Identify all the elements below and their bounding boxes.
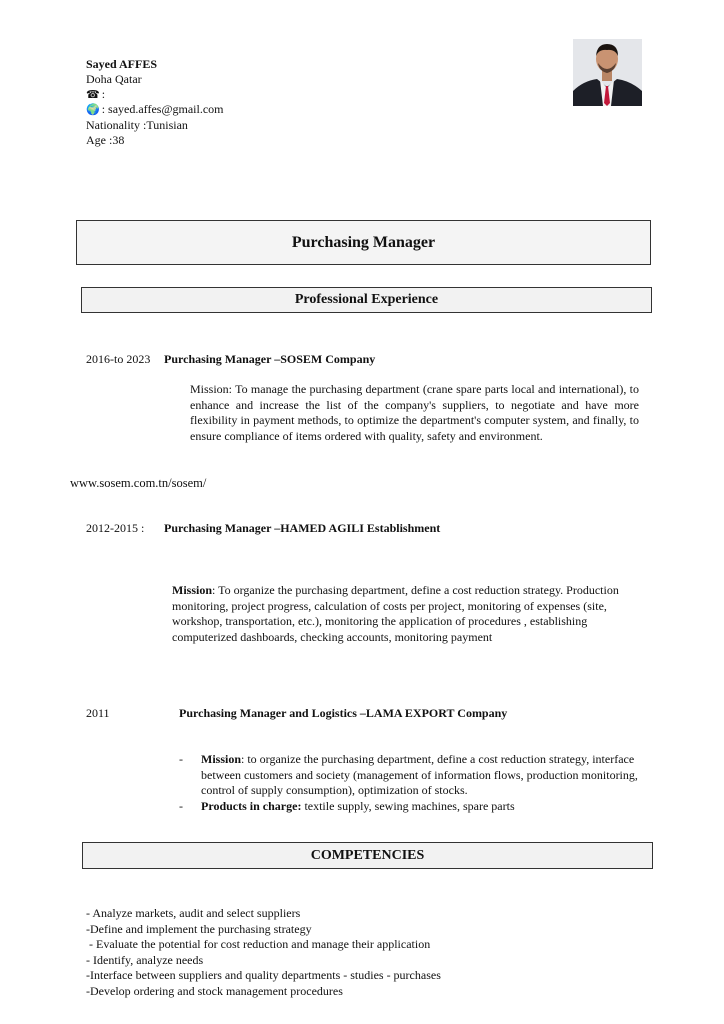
list-item xyxy=(179,752,641,799)
job-1-role: Purchasing Manager –SOSEM Company xyxy=(164,352,376,366)
list-item xyxy=(179,798,641,815)
job-2-mission-label: Mission xyxy=(172,583,213,597)
job-3-period: 2011 xyxy=(86,706,110,720)
job-1-period: 2016-to 2023 xyxy=(86,352,151,366)
email-value[interactable]: : sayed.affes@gmail.com xyxy=(101,102,224,116)
list-item: - Identify, analyze needs xyxy=(86,952,204,967)
section-professional-experience: Professional Experience xyxy=(81,287,652,313)
phone-icon: ☎ xyxy=(86,89,100,101)
nationality: Nationality :Tunisian xyxy=(86,118,188,132)
job-title-banner: Purchasing Manager xyxy=(76,220,651,265)
job-2-mission xyxy=(172,583,640,645)
list-item: -Define and implement the purchasing strategy xyxy=(86,921,312,936)
profile-photo xyxy=(573,39,642,106)
bullet-label: Mission xyxy=(201,752,242,766)
list-item: - Evaluate the potential for cost reduction and manage their application xyxy=(86,937,431,951)
candidate-name: Sayed AFFES xyxy=(86,57,158,71)
age: Age :38 xyxy=(86,133,125,147)
list-item: - Analyze markets, audit and select suppliers xyxy=(86,906,301,920)
email-line xyxy=(86,101,224,118)
job-2-role: Purchasing Manager –HAMED AGILI Establishment xyxy=(164,521,441,535)
job-1-mission: Mission: To manage the purchasing department (crane spare parts local and international), to enhance and increase the list of the company's suppliers, to negotiate and have more flexibility in payment methods, to optimize the department's computer system, and finally, to ensure compliance of items ordered with quality, safety and environment. xyxy=(190,382,639,443)
globe-icon: 🌍 xyxy=(86,104,100,116)
section-competencies: COMPETENCIES xyxy=(82,842,653,869)
job-3-bullets xyxy=(179,752,641,814)
job-3-role: Purchasing Manager and Logistics –LAMA EXPORT Company xyxy=(179,706,508,720)
bullet-label: Products in charge: xyxy=(201,798,302,813)
job-2-mission-text: : To organize the purchasing department, define a cost reduction strategy. Production monitoring, project progress, calculation of costs per project, monitoring of expenses (site, workshop, transportation, etc.), monitoring the application of procedures , establishing computerized dashboards, checking accounts, monitoring payment xyxy=(172,583,619,644)
bullet-text: : to organize the purchasing department, define a cost reduction strategy, interface between customers and society (management of information flows, production monitoring, control of supply consumption), optimization of stocks. xyxy=(201,752,638,797)
list-item: -Interface between suppliers and quality departments - studies - purchases xyxy=(86,968,441,982)
dash-marker: - xyxy=(179,798,183,813)
dash-marker: - xyxy=(179,752,183,766)
list-item: -Develop ordering and stock management procedures xyxy=(86,983,343,998)
competencies-list xyxy=(86,906,441,999)
location: Doha Qatar xyxy=(86,72,142,86)
job-2-period: 2012-2015 : xyxy=(86,521,145,535)
phone-value: : xyxy=(101,87,106,101)
company-link[interactable]: www.sosem.com.tn/sosem/ xyxy=(70,476,207,490)
bullet-text: textile supply, sewing machines, spare parts xyxy=(301,798,515,813)
